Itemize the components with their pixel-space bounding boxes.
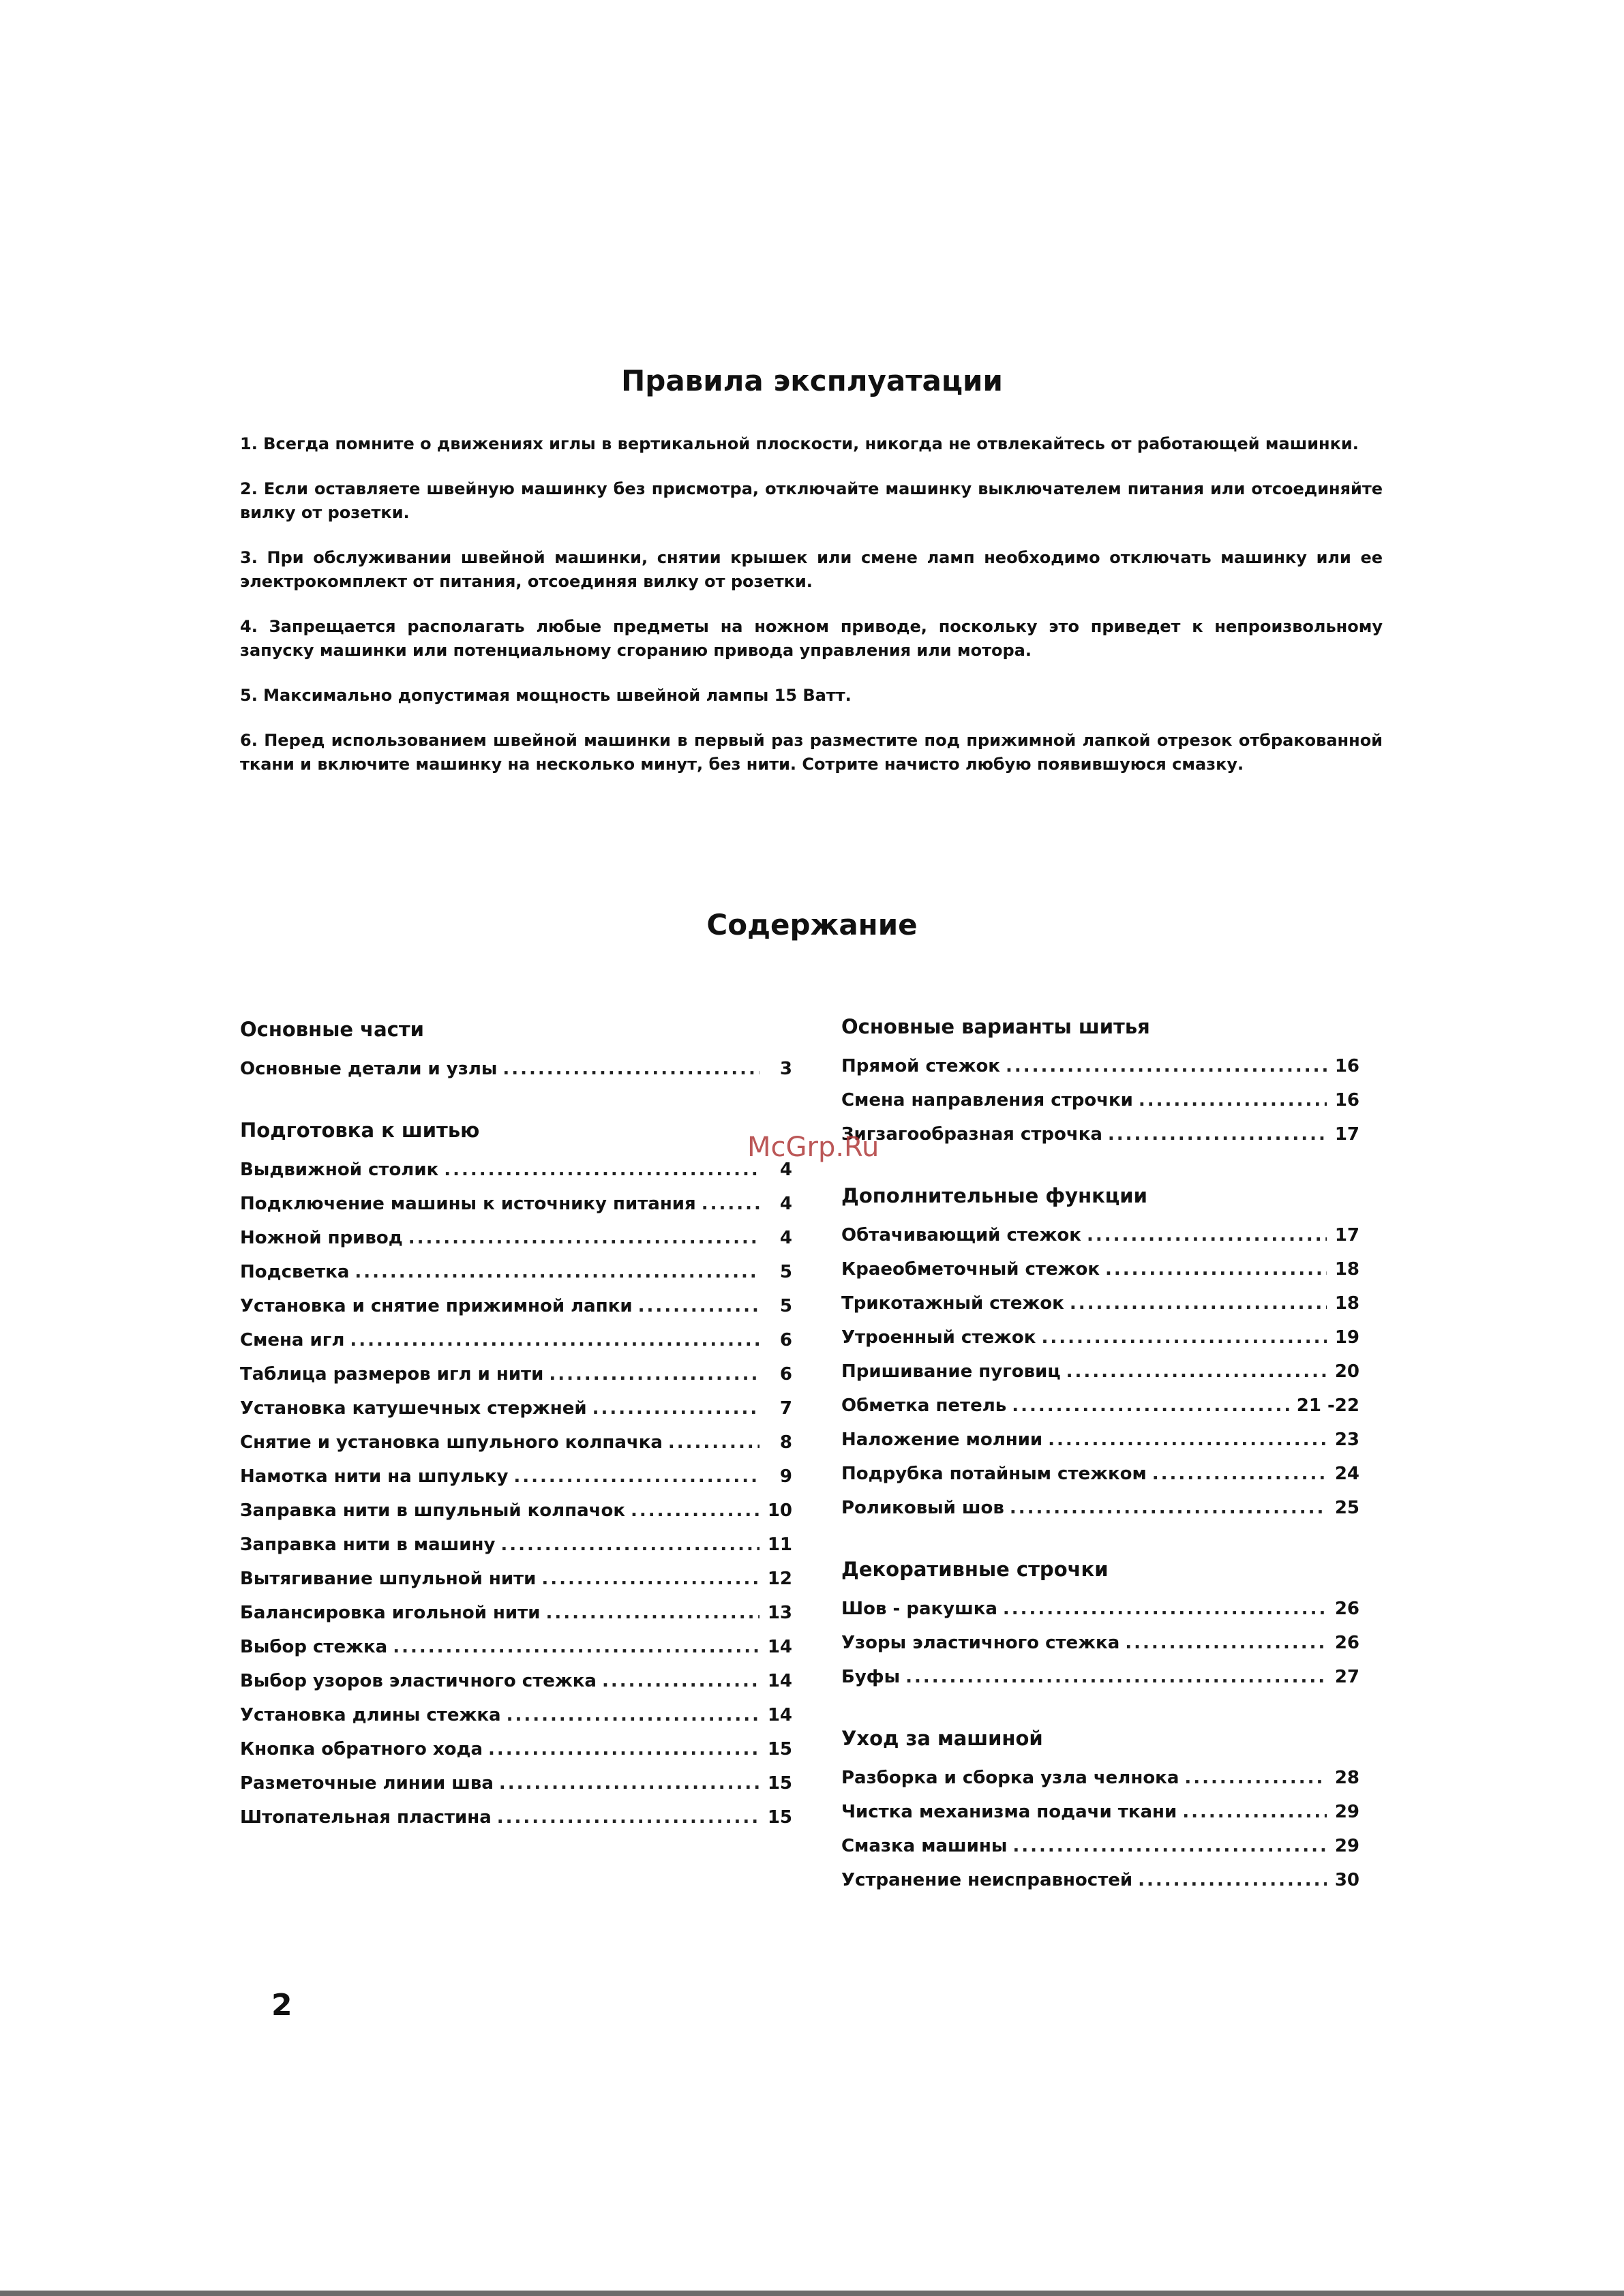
toc-entry-label: Наложение молнии <box>841 1430 1043 1450</box>
toc-dot-leader <box>1012 1829 1327 1863</box>
toc-section <box>841 1184 1359 1525</box>
toc-entry-page: 27 <box>1334 1667 1359 1687</box>
toc-entry-page: 20 <box>1334 1361 1359 1382</box>
toc-dot-leader <box>1105 1252 1327 1286</box>
toc-entry <box>240 1357 792 1391</box>
toc-entry-label: Снятие и установка шпульного колпачка <box>240 1432 663 1453</box>
toc-entry-page: 23 <box>1334 1430 1359 1450</box>
toc-section-title: Уход за машиной <box>841 1727 1043 1750</box>
toc-entry-label: Устранение неисправностей <box>841 1870 1133 1890</box>
toc-entry-page: 14 <box>767 1705 792 1725</box>
toc-entry <box>240 1460 792 1494</box>
toc-entry-label: Подсветка <box>240 1262 350 1282</box>
toc-entry-label: Таблица размеров игл и нити <box>240 1364 544 1385</box>
toc-entry-page: 3 <box>779 1059 792 1079</box>
toc-entry-label: Подрубка потайным стежком <box>841 1464 1147 1484</box>
toc-entry <box>841 1117 1359 1151</box>
toc-entry-page: 24 <box>1334 1464 1359 1484</box>
toc-entry-page: 16 <box>1334 1090 1359 1111</box>
rule-item: 6. Перед использованием швейной машинки в первый раз разместите под прижимной лапкой отрезок отбракованной ткани и включите машинку на несколько минут, без нити. Сотрите начисто любую появившуюся смазку. <box>240 731 1383 774</box>
toc-dot-leader <box>499 1766 760 1800</box>
toc-entry-page: 12 <box>767 1569 792 1589</box>
toc-entry-label: Разборка и сборка узла челнока <box>841 1768 1179 1788</box>
toc-entry-page: 7 <box>779 1398 792 1419</box>
rules-list <box>240 432 1383 798</box>
toc-section <box>240 1119 792 1834</box>
toc-entry <box>841 1829 1359 1863</box>
toc-entry <box>240 1562 792 1596</box>
toc-entry <box>240 1494 792 1528</box>
toc-entry <box>841 1355 1359 1389</box>
toc-section-title: Декоративные строчки <box>841 1558 1109 1581</box>
toc-entry-label: Обтачивающий стежок <box>841 1225 1081 1245</box>
toc-entry-page: 18 <box>1334 1259 1359 1280</box>
toc-dot-leader <box>549 1357 760 1391</box>
toc-entry <box>240 1596 792 1630</box>
toc-entry-label: Кнопка обратного хода <box>240 1739 483 1759</box>
toc-entry-page: 17 <box>1334 1225 1359 1245</box>
toc-dot-leader <box>638 1289 760 1323</box>
toc-entry <box>240 1800 792 1834</box>
toc-section <box>841 1727 1359 1897</box>
toc-title: Содержание <box>706 908 918 941</box>
toc-dot-leader <box>502 1052 760 1086</box>
toc-entry-page: 16 <box>1334 1056 1359 1076</box>
toc-entry-label: Прямой стежок <box>841 1056 1000 1076</box>
toc-entry-page: 5 <box>779 1296 792 1316</box>
toc-dot-leader <box>350 1323 760 1357</box>
toc-dot-leader <box>1010 1491 1327 1525</box>
toc-dot-leader <box>1012 1389 1291 1423</box>
toc-left-column <box>240 1018 792 1867</box>
toc-dot-leader <box>513 1460 760 1494</box>
toc-entry <box>240 1425 792 1460</box>
toc-dot-leader <box>1070 1286 1327 1320</box>
toc-entry <box>841 1863 1359 1897</box>
toc-entry-page: 26 <box>1334 1633 1359 1653</box>
toc-entry-label: Заправка нити в шпульный колпачок <box>240 1500 626 1521</box>
page-bottom-edge <box>0 2291 1624 2296</box>
toc-entry <box>240 1187 792 1221</box>
toc-entry-label: Заправка нити в машину <box>240 1535 496 1555</box>
toc-entry <box>240 1153 792 1187</box>
toc-section-title: Основные варианты шитья <box>841 1015 1150 1038</box>
toc-entry-label: Зигзагообразная строчка <box>841 1124 1102 1145</box>
toc-entry-label: Шов - ракушка <box>841 1599 997 1619</box>
toc-dot-leader <box>444 1153 760 1187</box>
toc-entry-label: Трикотажный стежок <box>841 1293 1064 1314</box>
toc-entry-page: 15 <box>767 1807 792 1828</box>
toc-entry-label: Краеобметочный стежок <box>841 1259 1100 1280</box>
toc-dot-leader <box>545 1596 760 1630</box>
toc-entry-page: 14 <box>767 1671 792 1691</box>
toc-entry <box>240 1289 792 1323</box>
toc-entry <box>240 1766 792 1800</box>
toc-dot-leader <box>355 1255 760 1289</box>
page-number: 2 <box>271 1988 292 2023</box>
toc-entry-label: Вытягивание шпульной нити <box>240 1569 537 1589</box>
rule-item: 4. Запрещается располагать любые предметы на ножном приводе, поскольку это приведет к непроизвольному запуску машинки или потенциальному сгоранию привода управления или мотора. <box>240 617 1383 660</box>
toc-entry-page: 4 <box>779 1160 792 1180</box>
toc-entry-label: Ножной привод <box>240 1228 403 1248</box>
rule-item: 1. Всегда помните о движениях иглы в вертикальной плоскости, никогда не отвлекайтесь от работающей машинки. <box>240 434 1359 453</box>
toc-entry-page: 14 <box>767 1637 792 1657</box>
rule-item: 2. Если оставляете швейную машинку без присмотра, отключайте машинку выключателем питания или отсоединяйте вилку от розетки. <box>240 479 1383 522</box>
toc-entry <box>240 1323 792 1357</box>
toc-dot-leader <box>1138 1863 1327 1897</box>
toc-entry-label: Чистка механизма подачи ткани <box>841 1802 1177 1822</box>
toc-entry-label: Намотка нити на шпульку <box>240 1466 509 1487</box>
toc-entry-label: Пришивание пуговиц <box>841 1361 1061 1382</box>
toc-dot-leader <box>1048 1423 1327 1457</box>
toc-dot-leader <box>500 1528 760 1562</box>
toc-section-title: Основные части <box>240 1018 424 1041</box>
toc-entry-page: 26 <box>1334 1599 1359 1619</box>
toc-entry-page: 9 <box>779 1466 792 1487</box>
toc-dot-leader <box>507 1698 760 1732</box>
toc-entry-page: 10 <box>767 1500 792 1521</box>
toc-entry-label: Установка длины стежка <box>240 1705 501 1725</box>
toc-entry-label: Штопательная пластина <box>240 1807 492 1828</box>
toc-entry <box>841 1660 1359 1694</box>
toc-dot-leader <box>1003 1592 1327 1626</box>
toc-entry <box>240 1255 792 1289</box>
toc-entry-label: Смена направления строчки <box>841 1090 1133 1111</box>
toc-dot-leader <box>408 1221 760 1255</box>
toc-entry <box>841 1423 1359 1457</box>
toc-entry-label: Буфы <box>841 1667 901 1687</box>
toc-dot-leader <box>905 1660 1327 1694</box>
toc-entry <box>841 1286 1359 1320</box>
toc-dot-leader <box>1182 1795 1327 1829</box>
toc-dot-leader <box>1087 1218 1327 1252</box>
toc-entry-label: Разметочные линии шва <box>240 1773 494 1794</box>
toc-entry <box>841 1083 1359 1117</box>
toc-entry <box>841 1491 1359 1525</box>
toc-entry <box>841 1049 1359 1083</box>
toc-entry-label: Выбор стежка <box>240 1637 388 1657</box>
toc-section-title: Дополнительные функции <box>841 1184 1147 1207</box>
toc-entry-page: 28 <box>1334 1768 1359 1788</box>
rule-item: 3. При обслуживании швейной машинки, снятии крышек или смене ламп необходимо отключать машинку или ее электрокомплект от питания, отсоединяя вилку от розетки. <box>240 548 1383 591</box>
toc-entry-page: 29 <box>1334 1802 1359 1822</box>
toc-dot-leader <box>1006 1049 1327 1083</box>
toc-dot-leader <box>602 1664 760 1698</box>
toc-dot-leader <box>1139 1083 1327 1117</box>
toc-entry-page: 25 <box>1334 1498 1359 1518</box>
toc-entry-label: Балансировка игольной нити <box>240 1603 541 1623</box>
toc-entry-label: Установка катушечных стержней <box>240 1398 587 1419</box>
toc-entry-label: Смена игл <box>240 1330 345 1350</box>
toc-dot-leader <box>1152 1457 1327 1491</box>
toc-entry <box>841 1626 1359 1660</box>
toc-entry <box>841 1218 1359 1252</box>
toc-entry <box>841 1761 1359 1795</box>
toc-entry-label: Основные детали и узлы <box>240 1059 498 1079</box>
toc-entry-label: Утроенный стежок <box>841 1327 1036 1348</box>
toc-entry-page: 30 <box>1334 1870 1359 1890</box>
toc-entry-label: Роликовый шов <box>841 1498 1004 1518</box>
toc-entry <box>841 1252 1359 1286</box>
toc-entry-page: 29 <box>1334 1836 1359 1856</box>
toc-entry <box>240 1391 792 1425</box>
toc-dot-leader <box>631 1494 760 1528</box>
toc-entry-page: 5 <box>779 1262 792 1282</box>
toc-entry-page: 4 <box>779 1228 792 1248</box>
toc-dot-leader <box>488 1732 760 1766</box>
toc-entry-page: 15 <box>767 1773 792 1794</box>
toc-entry-label: Установка и снятие прижимной лапки <box>240 1296 633 1316</box>
toc-entry <box>841 1592 1359 1626</box>
toc-entry-page: 13 <box>767 1603 792 1623</box>
toc-entry-page: 8 <box>779 1432 792 1453</box>
toc-section <box>841 1558 1359 1694</box>
toc-entry <box>841 1320 1359 1355</box>
toc-entry-page: 6 <box>779 1330 792 1350</box>
toc-entry-page: 17 <box>1334 1124 1359 1145</box>
toc-entry <box>240 1698 792 1732</box>
toc-entry-page: 4 <box>779 1194 792 1214</box>
toc-entry-page: 11 <box>767 1535 792 1555</box>
toc-section-title: Подготовка к шитью <box>240 1119 480 1142</box>
toc-dot-leader <box>1184 1761 1327 1795</box>
toc-entry <box>841 1389 1359 1423</box>
toc-dot-leader <box>592 1391 760 1425</box>
toc-entry-label: Выбор узоров эластичного стежка <box>240 1671 597 1691</box>
toc-dot-leader <box>1125 1626 1327 1660</box>
toc-dot-leader <box>1041 1320 1327 1355</box>
toc-entry <box>240 1732 792 1766</box>
toc-dot-leader <box>393 1630 760 1664</box>
toc-section <box>240 1018 792 1086</box>
watermark: McGrp.Ru <box>747 1132 879 1163</box>
toc-entry-label: Узоры эластичного стежка <box>841 1633 1120 1653</box>
toc-entry-page: 19 <box>1334 1327 1359 1348</box>
toc-entry-label: Выдвижной столик <box>240 1160 439 1180</box>
toc-dot-leader <box>702 1187 760 1221</box>
rules-title: Правила эксплуатации <box>621 364 1003 397</box>
toc-entry <box>841 1795 1359 1829</box>
toc-dot-leader <box>1066 1355 1327 1389</box>
toc-entry-page: 6 <box>779 1364 792 1385</box>
toc-dot-leader <box>668 1425 760 1460</box>
toc-dot-leader <box>541 1562 760 1596</box>
toc-dot-leader <box>497 1800 760 1834</box>
toc-section <box>841 1015 1359 1151</box>
toc-entry-label: Подключение машины к источнику питания <box>240 1194 696 1214</box>
toc-right-column <box>841 1015 1359 1930</box>
toc-entry <box>240 1052 792 1086</box>
toc-entry <box>240 1630 792 1664</box>
toc-entry <box>841 1457 1359 1491</box>
toc-entry-label: Смазка машины <box>841 1836 1008 1856</box>
toc-entry <box>240 1528 792 1562</box>
toc-entry-page: 21 -22 <box>1296 1395 1359 1416</box>
toc-entry-label: Обметка петель <box>841 1395 1007 1416</box>
toc-entry-page: 18 <box>1334 1293 1359 1314</box>
toc-dot-leader <box>1108 1117 1327 1151</box>
toc-entry <box>240 1221 792 1255</box>
toc-entry-page: 15 <box>767 1739 792 1759</box>
rule-item: 5. Максимально допустимая мощность швейной лампы 15 Ватт. <box>240 686 852 705</box>
toc-entry <box>240 1664 792 1698</box>
